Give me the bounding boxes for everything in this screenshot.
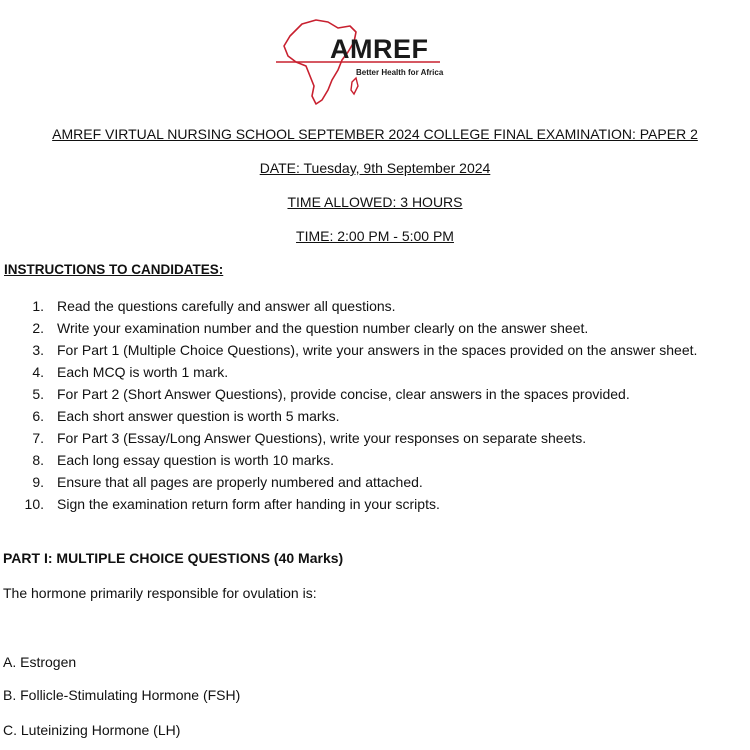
- item-number: 3.: [32, 342, 44, 358]
- list-item: [0, 405, 750, 427]
- item-text: For Part 2 (Short Answer Questions), provide concise, clear answers in the spaces provided.: [57, 386, 630, 402]
- instructions-heading: INSTRUCTIONS TO CANDIDATES:: [4, 262, 224, 277]
- option-b: B. Follicle-Stimulating Hormone (FSH): [3, 687, 241, 703]
- exam-time: TIME: 2:00 PM - 5:00 PM: [296, 228, 454, 244]
- item-text: For Part 1 (Multiple Choice Questions), write your answers in the spaces provided on the answer sheet.: [57, 342, 698, 358]
- instructions-list: [0, 295, 750, 515]
- list-item: [0, 471, 750, 493]
- item-number: 6.: [32, 408, 44, 424]
- list-item: [0, 493, 750, 515]
- item-text: Read the questions carefully and answer all questions.: [57, 298, 396, 314]
- item-number: 8.: [32, 452, 44, 468]
- item-number: 2.: [32, 320, 44, 336]
- item-text: Each short answer question is worth 5 marks.: [57, 408, 340, 424]
- list-item: [0, 449, 750, 471]
- item-text: Ensure that all pages are properly numbered and attached.: [57, 474, 423, 490]
- option-c: C. Luteinizing Hormone (LH): [3, 722, 181, 738]
- exam-date: DATE: Tuesday, 9th September 2024: [259, 160, 491, 176]
- list-item: [0, 361, 750, 383]
- item-text: Sign the examination return form after handing in your scripts.: [57, 496, 440, 512]
- item-number: 4.: [32, 364, 44, 380]
- item-text: Write your examination number and the question number clearly on the answer sheet.: [57, 320, 589, 336]
- list-item: [0, 427, 750, 449]
- item-number: 5.: [32, 386, 44, 402]
- time-allowed: TIME ALLOWED: 3 HOURS: [287, 194, 463, 210]
- list-item: [0, 383, 750, 405]
- item-text: Each MCQ is worth 1 mark.: [57, 364, 229, 380]
- list-item: [0, 339, 750, 361]
- logo-wordmark: AMREF: [330, 34, 429, 64]
- item-number: 10.: [24, 496, 44, 512]
- item-text: For Part 3 (Essay/Long Answer Questions), write your responses on separate sheets.: [57, 430, 587, 446]
- amref-logo: [272, 16, 452, 108]
- list-item: [0, 317, 750, 339]
- item-number: 7.: [32, 430, 44, 446]
- part1-heading: PART I: MULTIPLE CHOICE QUESTIONS (40 Marks): [3, 550, 344, 566]
- item-number: 1.: [32, 298, 44, 314]
- option-a: A. Estrogen: [3, 654, 77, 670]
- exam-title: AMREF VIRTUAL NURSING SCHOOL SEPTEMBER 2024 COLLEGE FINAL EXAMINATION: PAPER 2: [52, 126, 698, 142]
- question-text: The hormone primarily responsible for ovulation is:: [3, 585, 317, 601]
- list-item: [0, 295, 750, 317]
- item-text: Each long essay question is worth 10 marks.: [57, 452, 335, 468]
- logo-tagline: Better Health for Africa: [356, 68, 444, 77]
- item-number: 9.: [32, 474, 44, 490]
